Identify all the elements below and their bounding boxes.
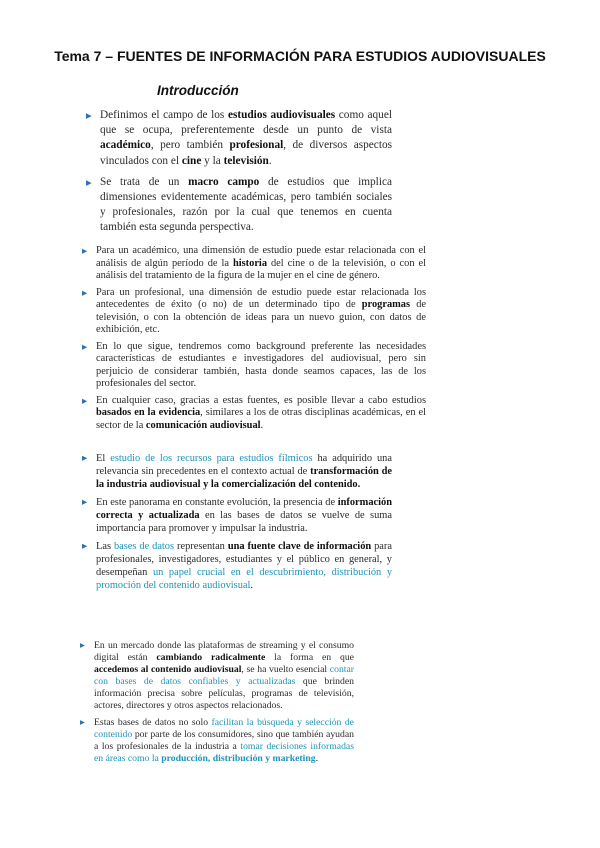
text-run: que brinden información precisa sobre películas, programas de televisión, actores, directores y otros aspectos relacionados. [94, 675, 354, 711]
bullet-arrow-icon: ▸ [82, 394, 88, 407]
bullet-arrow-icon: ▸ [80, 640, 85, 651]
bullet-item [82, 341, 426, 391]
bullet-item [80, 717, 354, 765]
bold-phrase: basados en la evidencia [96, 407, 201, 418]
highlighted-phrase: tomar decisiones informadas en áreas como la [94, 741, 355, 765]
text-run: . [315, 753, 318, 765]
bold-phrase: información correcta y actualizada [96, 497, 392, 521]
text-run: del cine o de la televisión, o con el análisis del tratamiento de la figura de la mujer en el cine de género. [96, 257, 426, 281]
text-run: Para un profesional, una dimensión de estudio puede estar relacionada los antecedentes de éxito (o no) de un determinado tipo de [96, 286, 426, 310]
text-run: para profesionales, investigadores, estudiantes y el público en general, y desempeñan [96, 541, 392, 578]
intro-bullets-group-3 [82, 452, 392, 597]
intro-bullets-group-2 [82, 245, 426, 436]
bullet-arrow-icon: ▸ [82, 245, 88, 257]
highlighted-phrase: bases de datos [113, 541, 175, 552]
bullet-item [82, 395, 426, 433]
text-run: por parte de los consumidores, sino que también ayudan a los profesionales de la industria a [94, 729, 354, 753]
bold-phrase: accedemos al contenido audiovisual [94, 663, 242, 675]
text-run: Estas bases de datos no solo [94, 717, 212, 729]
bold-phrase: académico [100, 139, 151, 152]
bold-phrase: macro campo [188, 175, 260, 188]
highlighted-phrase: contar con bases de datos confiables y actualizadas [94, 663, 355, 687]
bold-phrase: estudios audiovisuales [227, 109, 336, 121]
text-run: . [260, 419, 264, 431]
text-run: El [96, 453, 111, 464]
bullet-item [82, 245, 426, 283]
text-run: de televisión, o con la obtención de ideas para un nuevo guion, con datos de exhibición, etc. [96, 299, 427, 335]
text-run: En un mercado donde las plataformas de streaming y el consumo digital están [94, 640, 354, 663]
highlighted-phrase: un papel crucial en el descubrimiento, distribución y promoción del contenido audiovisual [96, 567, 393, 591]
bullet-arrow-icon: ▸ [86, 175, 92, 189]
bold-phrase: televisión [223, 154, 269, 167]
bullet-arrow-icon: ▸ [82, 496, 88, 508]
bold-phrase: profesional [229, 139, 284, 152]
text-run: , se ha vuelto esencial [241, 663, 330, 675]
bullet-text [100, 175, 392, 236]
bullet-arrow-icon: ▸ [82, 340, 88, 353]
bullet-text [96, 245, 426, 283]
bullet-item [82, 540, 392, 592]
bold-phrase: cine [181, 154, 202, 167]
bullet-item [86, 175, 392, 236]
text-run: . [268, 154, 272, 167]
bullet-text [100, 108, 392, 169]
section-heading: Introducción [157, 83, 239, 98]
bold-phrase: transformación de la industria audiovisual y la comercialización del contenido. [96, 466, 393, 490]
text-run: En cualquier caso, gracias a estas fuentes, es posible llevar a cabo estudios [96, 394, 426, 406]
text-run: En lo que sigue, tendremos como background preferente las necesidades características de estudiantes e investigadores del audiovisual, pero sin perjuicio de considerar también, hasta donde seamos capaces, las de los profesionales del sector. [96, 340, 426, 389]
text-run: . [250, 580, 253, 591]
bullet-text [96, 395, 426, 433]
text-run: , pero también [150, 139, 230, 152]
text-run: de estudios que implica dimensiones evidentemente académicas, pero también sociales y profesionales, razón por la cual que tenemos en cuenta también esta segunda perspectiva. [100, 175, 392, 234]
bullet-item [82, 287, 426, 337]
text-run: Para un académico, una dimensión de estudio puede estar relacionada con el análisis de algún período de la [96, 245, 426, 269]
bullet-arrow-icon: ▸ [82, 286, 88, 299]
text-run: , similares a los de otras disciplinas académicas, en el sector de la [96, 407, 426, 431]
text-run: En este panorama en constante evolución, la presencia de [96, 497, 338, 508]
text-run: ha adquirido una relevancia sin precedentes en el contexto actual de [96, 453, 392, 477]
text-run: y la [201, 154, 224, 167]
highlighted-phrase: estudio de los recursos para estudios fílmicos [110, 453, 313, 464]
text-run: en las bases de datos se vuelve de suma importancia para promover y impulsar la industria. [96, 510, 392, 534]
bullet-text [96, 496, 392, 535]
bullet-item [86, 108, 392, 169]
bold-phrase: una fuente clave de información [227, 541, 372, 552]
bullet-text [96, 287, 426, 337]
bold-phrase: programas [361, 299, 411, 310]
bullet-text [96, 452, 392, 491]
intro-bullets-group-1 [86, 108, 392, 242]
bullet-item [82, 452, 392, 491]
bold-phrase: comunicación audiovisual [145, 419, 261, 431]
bullet-arrow-icon: ▸ [82, 452, 88, 464]
text-run: la forma en que [265, 651, 354, 663]
text-run: Definimos el campo de los [100, 109, 228, 121]
bullet-arrow-icon: ▸ [82, 540, 88, 552]
bold-phrase: cambiando radicalmente [156, 651, 266, 663]
text-run: Se trata de un [100, 175, 189, 188]
text-run: , de diversos aspectos vinculados con el [100, 139, 392, 167]
text-run: como aquel que se ocupa, preferentemente desde un punto de vista [100, 109, 392, 137]
bullet-text [96, 540, 392, 592]
bullet-arrow-icon: ▸ [86, 109, 92, 122]
highlighted-phrase: facilitan la búsqueda y selección de contenido [94, 717, 354, 741]
intro-bullets-group-4 [80, 640, 354, 771]
bullet-arrow-icon: ▸ [80, 717, 85, 729]
text-run: representan [174, 541, 228, 552]
bold-phrase: historia [232, 257, 268, 269]
highlighted-phrase: producción, distribución y marketing [161, 753, 316, 765]
text-run: Las [96, 541, 114, 552]
bullet-item [80, 640, 354, 711]
bullet-text [94, 640, 354, 711]
bullet-item [82, 496, 392, 535]
bullet-text [96, 341, 426, 391]
page-title: Tema 7 – FUENTES DE INFORMACIÓN PARA ESTUDIOS AUDIOVISUALES [54, 48, 546, 64]
bullet-text [94, 717, 354, 765]
